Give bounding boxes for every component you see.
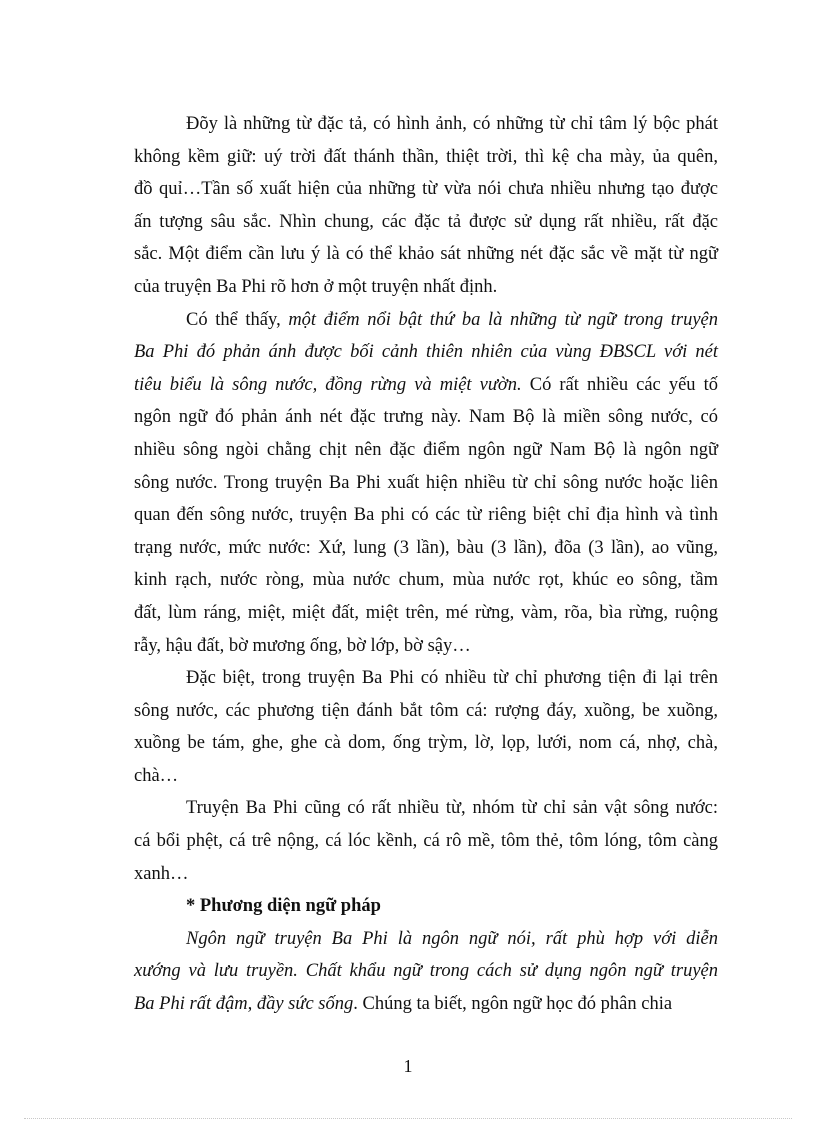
text-line <box>134 988 718 1021</box>
text-line <box>134 792 718 825</box>
text-line <box>134 564 718 597</box>
text-line <box>134 336 718 369</box>
italic-text-segment: tiêu biểu là sông nước, đồng rừng và miệt vườn. <box>134 374 522 395</box>
text-line <box>134 597 718 630</box>
paragraph-grammar <box>134 923 718 1021</box>
text-line <box>134 532 718 565</box>
text-segment: ấn tượng sâu sắc. Nhìn chung, các đặc tả được sử dụng rất nhiều, rất đặc <box>134 211 718 232</box>
text-segment: trạng nước, mức nước: Xứ, lung (3 lần), bàu (3 lần), đõa (3 lần), ao vũng, <box>134 537 718 558</box>
text-line <box>134 630 718 663</box>
text-line <box>134 467 718 500</box>
paragraph-river-vocabulary <box>134 304 718 663</box>
text-line <box>134 304 718 337</box>
page-bottom-border <box>24 1118 792 1119</box>
italic-text-segment: xướng và lưu truyền. <box>134 961 298 982</box>
section-heading: * Phương diện ngữ pháp <box>186 896 381 917</box>
text-line <box>134 662 718 695</box>
italic-text-segment: Chất khẩu ngữ trong cách sử dụng ngôn ngữ truyện <box>305 961 719 982</box>
page-number: 1 <box>403 1056 413 1076</box>
text-segment: xanh… <box>134 863 189 884</box>
italic-text-segment: Ngôn ngữ truyện Ba Phi là ngôn ngữ nói, rất phù hợp với diễn <box>186 928 718 949</box>
text-segment: đất, lùm ráng, miệt, miệt đất, miệt trên, mé rừng, vàm, rõa, bìa rừng, ruộng <box>134 602 718 623</box>
text-line <box>134 955 718 988</box>
text-segment: Truyện Ba Phi cũng có rất nhiều từ, nhóm từ chỉ sản vật sông nước: <box>186 798 718 819</box>
text-line <box>134 923 718 956</box>
text-line <box>134 271 718 304</box>
text-segment: của truyện Ba Phi rõ hơn ở một truyện nhất định. <box>134 276 498 297</box>
text-line <box>134 434 718 467</box>
text-segment: sông nước. Trong truyện Ba Phi xuất hiện nhiều từ chỉ sông nước hoặc liên <box>134 472 718 493</box>
text-line <box>134 173 718 206</box>
text-segment: Đõy là những từ đặc tả, có hình ảnh, có những từ chỉ tâm lý bộc phát <box>186 114 718 134</box>
text-segment: rẫy, hậu đất, bờ mương ống, bờ lớp, bờ sậy… <box>134 635 471 656</box>
text-segment: Có thể thấy, <box>186 309 289 330</box>
text-segment: nhiều sông ngòi chằng chịt nên đặc điểm ngôn ngữ Nam Bộ là ngôn ngữ <box>134 439 718 460</box>
text-line <box>134 858 718 891</box>
text-segment: không kềm giữ: uý trời đất thánh thần, thiệt trời, thì kệ cha mày, ủa quên, <box>134 146 718 167</box>
paragraph-river-products <box>134 792 718 890</box>
text-segment: sông nước, các phương tiện đánh bắt tôm cá: rượng đáy, xuồng, be xuồng, <box>134 700 718 721</box>
text-line <box>134 727 718 760</box>
text-segment: xuồng be tám, ghe, ghe cà dom, ống trỳm, lờ, lọp, lưới, nom cá, nhợ, chà, <box>134 733 718 754</box>
body-text <box>134 108 718 1021</box>
text-segment: ngôn ngữ đó phản ánh nét đặc trưng này. Nam Bộ là miền sông nước, có <box>134 407 718 428</box>
text-line <box>134 238 718 271</box>
paragraph-expressive-words <box>134 108 718 304</box>
text-segment: sắc. Một điểm cần lưu ý là có thể khảo sát những nét đặc sắc về mặt từ ngữ <box>134 244 718 265</box>
italic-text-segment: Ba Phi đó phản ánh được bối cảnh thiên nhiên của vùng ĐBSCL với nét <box>134 342 718 363</box>
text-line <box>134 206 718 239</box>
paragraph-transport-vocabulary <box>134 662 718 792</box>
text-line <box>134 141 718 174</box>
text-segment: quan đến sông nước, truyện Ba phi có các từ riêng biệt chỉ địa hình và tình <box>134 505 718 526</box>
text-segment: chà… <box>134 765 179 786</box>
text-segment: cá bổi phệt, cá trê nộng, cá lóc kềnh, cá rô mề, tôm thẻ, tôm lóng, tôm càng <box>134 831 718 852</box>
text-line <box>134 695 718 728</box>
text-segment: kinh rạch, nước ròng, mùa nước chum, mùa nước rọt, khúc eo sông, tầm <box>134 570 718 591</box>
italic-text-segment: một điểm nổi bật thứ ba là những từ ngữ trong truyện <box>288 309 719 330</box>
text-line <box>134 401 718 434</box>
text-segment: Có rất nhiều các yếu tố <box>521 374 718 395</box>
text-line <box>134 499 718 532</box>
text-segment: Đặc biệt, trong truyện Ba Phi có nhiều từ chỉ phương tiện đi lại trên <box>186 668 718 689</box>
text-segment: đồ quỉ…Tần số xuất hiện của những từ vừa nói chưa nhiều nhưng tạo được <box>134 179 718 200</box>
text-line <box>134 108 718 141</box>
text-line <box>134 825 718 858</box>
text-segment: . Chúng ta biết, ngôn ngữ học đó phân chia <box>353 994 673 1015</box>
text-line <box>134 760 718 793</box>
text-line <box>134 369 718 402</box>
text-segment <box>298 961 306 981</box>
italic-text-segment: Ba Phi rất đậm, đầy sức sống <box>134 994 354 1015</box>
